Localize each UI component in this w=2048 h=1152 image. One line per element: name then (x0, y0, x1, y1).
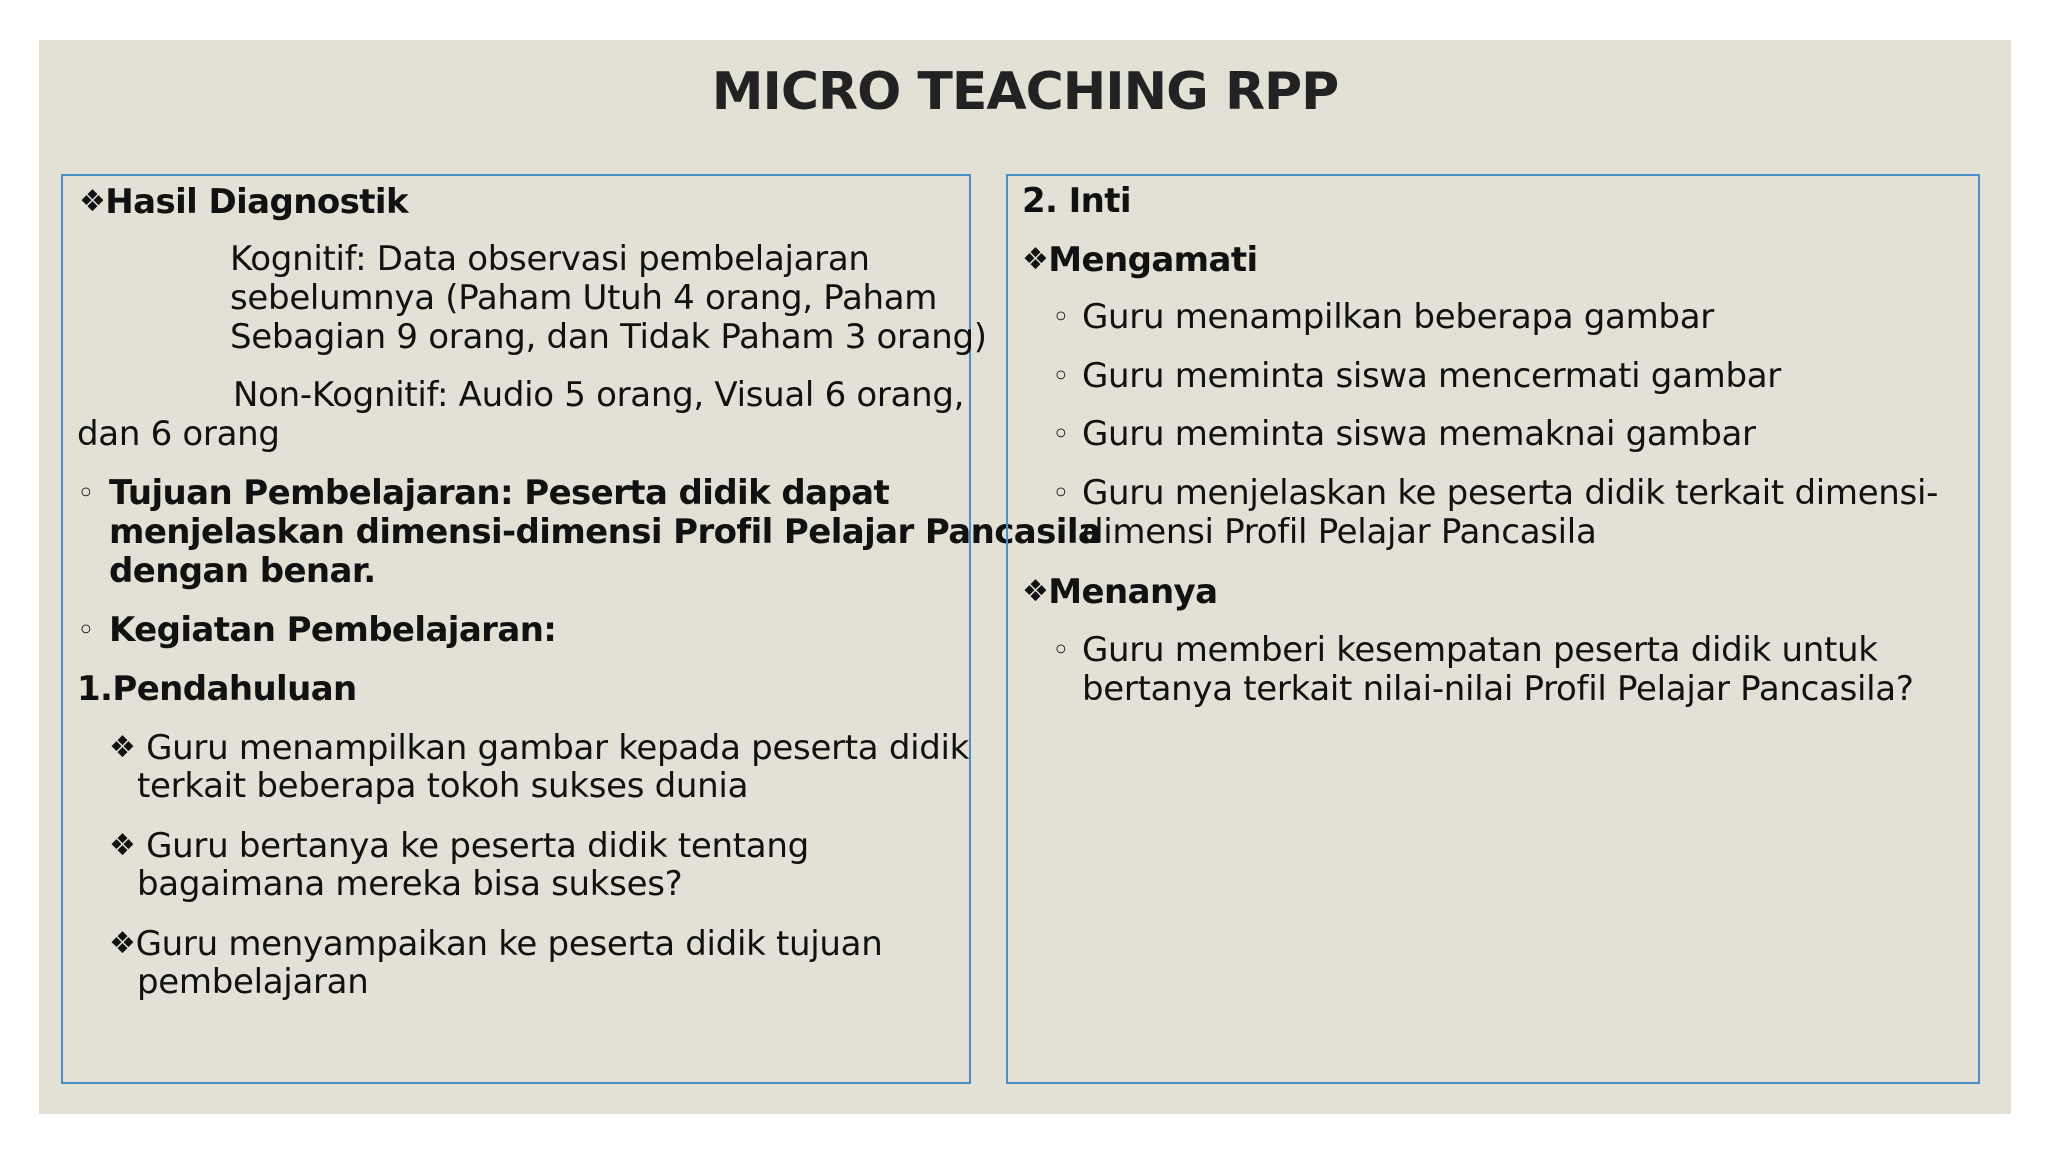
diamond-bullet-icon: ❖ (109, 926, 136, 961)
ring-bullet-icon: ◦ (1052, 633, 1070, 668)
pendahuluan-item-3-cont: pembelajaran (137, 962, 369, 1002)
pendahuluan-item-1: ❖ Guru menampilkan gambar kepada peserta didik (109, 728, 970, 768)
pendahuluan-item-2: ❖ Guru bertanya ke peserta didik tentang (109, 826, 809, 866)
kognitif-line-1: Kognitif: Data observasi pembelajaran (230, 239, 870, 279)
slide (39, 40, 2011, 1114)
diamond-bullet-icon: ❖ (109, 828, 136, 863)
ring-bullet-icon: ◦ (77, 613, 95, 648)
right-content-box (1006, 174, 1980, 1084)
mengamati-item-4: Guru menjelaskan ke peserta didik terkait dimensi- (1082, 473, 1939, 513)
inti-heading: 2. Inti (1022, 181, 1131, 221)
kognitif-line-3: Sebagian 9 orang, dan Tidak Paham 3 orang) (230, 317, 987, 357)
pendahuluan-item-3: ❖Guru menyampaikan ke peserta didik tujuan (109, 924, 883, 964)
tujuan-line-3: dengan benar. (109, 551, 376, 591)
menanya-item-1-cont: bertanya terkait nilai-nilai Profil Pelajar Pancasila? (1082, 669, 1914, 709)
kognitif-line-2: sebelumnya (Paham Utuh 4 orang, Paham (230, 278, 938, 318)
pendahuluan-heading: 1.Pendahuluan (77, 669, 357, 709)
menanya-heading: ❖Menanya (1022, 572, 1218, 612)
mengamati-item-1: Guru menampilkan beberapa gambar (1082, 297, 1714, 337)
diamond-bullet-icon: ❖ (1022, 242, 1049, 277)
mengamati-item-2: Guru meminta siswa mencermati gambar (1082, 356, 1781, 396)
mengamati-item-4-cont: dimensi Profil Pelajar Pancasila (1082, 512, 1597, 552)
diamond-bullet-icon: ❖ (79, 184, 106, 219)
ring-bullet-icon: ◦ (1052, 417, 1070, 452)
hasil-diagnostik-heading: ❖Hasil Diagnostik (79, 182, 408, 222)
pendahuluan-item-1-cont: terkait beberapa tokoh sukses dunia (137, 766, 749, 806)
mengamati-heading: ❖Mengamati (1022, 240, 1258, 280)
ring-bullet-icon: ◦ (1052, 476, 1070, 511)
tujuan-line-2: menjelaskan dimensi-dimensi Profil Pelajar Pancasila (109, 512, 1101, 552)
ring-bullet-icon: ◦ (77, 476, 95, 511)
ring-bullet-icon: ◦ (1052, 359, 1070, 394)
slide-title: MICRO TEACHING RPP (711, 62, 1339, 122)
diamond-bullet-icon: ❖ (1022, 574, 1049, 609)
tujuan-line-1: Tujuan Pembelajaran: Peserta didik dapat (109, 473, 890, 513)
non-kognitif-line-1: Non-Kognitif: Audio 5 orang, Visual 6 orang, (233, 375, 965, 415)
non-kognitif-line-2: dan 6 orang (77, 414, 280, 454)
diamond-bullet-icon: ❖ (109, 730, 136, 765)
ring-bullet-icon: ◦ (1052, 300, 1070, 335)
kegiatan-heading: Kegiatan Pembelajaran: (109, 610, 557, 650)
menanya-item-1: Guru memberi kesempatan peserta didik untuk (1082, 630, 1878, 670)
mengamati-item-3: Guru meminta siswa memaknai gambar (1082, 414, 1756, 454)
pendahuluan-item-2-cont: bagaimana mereka bisa sukses? (137, 864, 683, 904)
